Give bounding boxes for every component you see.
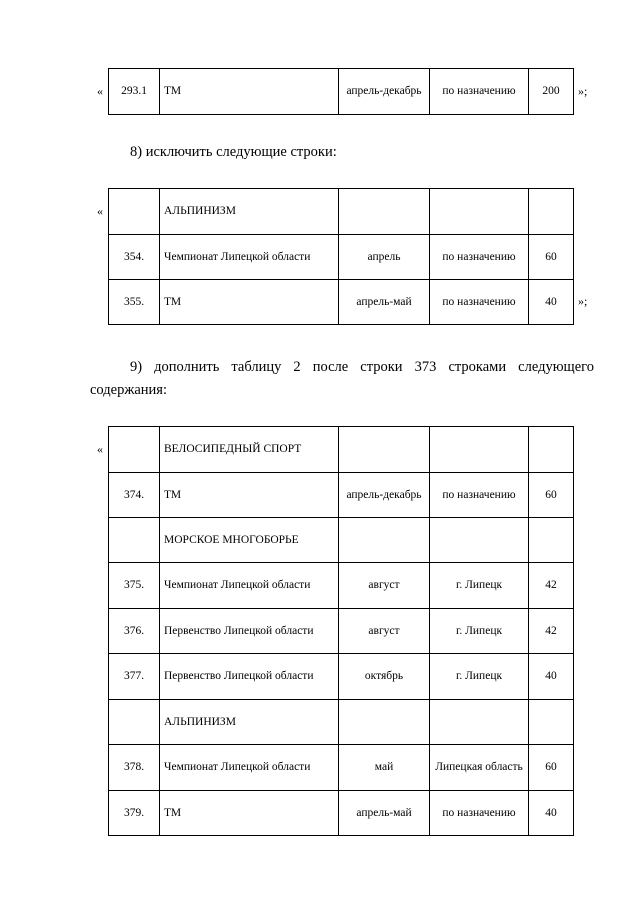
row-place: по назначению (430, 69, 529, 115)
table-row (109, 745, 574, 791)
row-date: апрель-декабрь (339, 473, 430, 518)
row-date: май (339, 745, 430, 791)
row-number: 374. (109, 473, 160, 518)
table-row (109, 654, 574, 700)
row-date (339, 427, 430, 473)
row-name: АЛЬПИНИЗМ (160, 189, 339, 235)
row-place (430, 427, 529, 473)
instruction-9-line-2: содержания: (90, 382, 168, 398)
open-quote-1: « (97, 84, 103, 98)
row-place (430, 189, 529, 235)
instruction-9-line-1: 9) дополнить таблицу 2 после строки 373 строками следующего (130, 359, 594, 375)
row-name: Первенство Липецкой области (160, 609, 339, 654)
row-date: август (339, 563, 430, 609)
row-count: 42 (529, 609, 574, 654)
row-number: 379. (109, 791, 160, 836)
table-3 (108, 426, 574, 836)
row-name: ТМ (160, 473, 339, 518)
row-number: 355. (109, 280, 160, 325)
row-number (109, 700, 160, 745)
row-count (529, 700, 574, 745)
row-place: Липецкая область (430, 745, 529, 791)
row-number (109, 518, 160, 563)
row-count (529, 189, 574, 235)
row-count: 40 (529, 791, 574, 836)
table-2 (108, 188, 574, 325)
row-date: апрель-май (339, 791, 430, 836)
row-count: 40 (529, 654, 574, 700)
row-date: октябрь (339, 654, 430, 700)
row-place: г. Липецк (430, 609, 529, 654)
table-row (109, 427, 574, 473)
row-name: МОРСКОЕ МНОГОБОРЬЕ (160, 518, 339, 563)
row-number (109, 427, 160, 473)
instruction-8: 8) исключить следующие строки: (130, 144, 337, 160)
table-row (109, 791, 574, 836)
row-name: АЛЬПИНИЗМ (160, 700, 339, 745)
row-count (529, 427, 574, 473)
row-count: 60 (529, 235, 574, 280)
row-date (339, 189, 430, 235)
table-row (109, 609, 574, 654)
row-place (430, 700, 529, 745)
row-place: по назначению (430, 791, 529, 836)
row-number: 375. (109, 563, 160, 609)
row-place: по назначению (430, 280, 529, 325)
table-1-body (109, 69, 574, 115)
row-date: август (339, 609, 430, 654)
row-count: 60 (529, 473, 574, 518)
row-place: г. Липецк (430, 654, 529, 700)
row-name: Первенство Липецкой области (160, 654, 339, 700)
row-count: 40 (529, 280, 574, 325)
row-name: Чемпионат Липецкой области (160, 563, 339, 609)
table-row (109, 235, 574, 280)
row-date (339, 700, 430, 745)
row-count: 60 (529, 745, 574, 791)
table-row (109, 700, 574, 745)
table-row (109, 473, 574, 518)
row-number: 293.1 (109, 69, 160, 115)
open-quote-2: « (97, 204, 103, 218)
table-row (109, 563, 574, 609)
row-date: апрель-декабрь (339, 69, 430, 115)
row-place: по назначению (430, 473, 529, 518)
row-number: 377. (109, 654, 160, 700)
row-name: ВЕЛОСИПЕДНЫЙ СПОРТ (160, 427, 339, 473)
table-row (109, 69, 574, 115)
row-place: г. Липецк (430, 563, 529, 609)
row-name: Чемпионат Липецкой области (160, 235, 339, 280)
row-name: ТМ (160, 280, 339, 325)
row-name: ТМ (160, 791, 339, 836)
table-row (109, 189, 574, 235)
row-place (430, 518, 529, 563)
row-name: ТМ (160, 69, 339, 115)
row-number: 376. (109, 609, 160, 654)
row-number: 354. (109, 235, 160, 280)
table-row (109, 518, 574, 563)
table-1 (108, 68, 574, 115)
row-number: 378. (109, 745, 160, 791)
table-3-body (109, 427, 574, 836)
row-date: апрель (339, 235, 430, 280)
table-row (109, 280, 574, 325)
row-count: 42 (529, 563, 574, 609)
open-quote-3: « (97, 442, 103, 456)
row-count: 200 (529, 69, 574, 115)
row-count (529, 518, 574, 563)
close-quote-1: »; (578, 84, 588, 98)
row-place: по назначению (430, 235, 529, 280)
row-date (339, 518, 430, 563)
table-2-body (109, 189, 574, 325)
row-name: Чемпионат Липецкой области (160, 745, 339, 791)
close-quote-2: »; (578, 294, 588, 308)
row-date: апрель-май (339, 280, 430, 325)
row-number (109, 189, 160, 235)
